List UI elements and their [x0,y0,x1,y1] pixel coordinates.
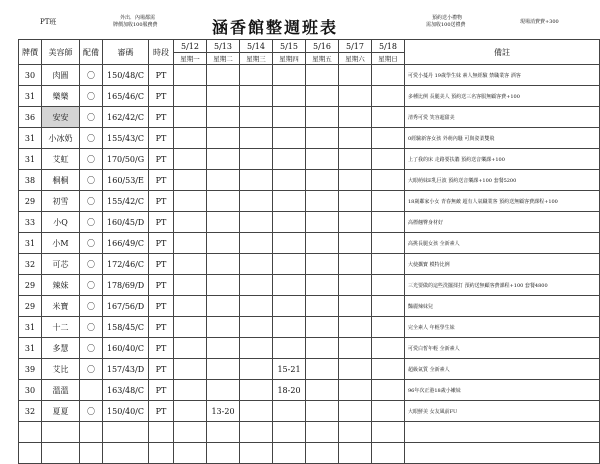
day-cell [273,128,306,149]
slot-cell: PT [149,359,174,380]
match-mark: 〇 [80,65,103,86]
day-cell [240,380,273,401]
day-cell [240,254,273,275]
day-cell [174,338,207,359]
day-cell [339,191,372,212]
day-cell [306,401,339,422]
slot-cell: PT [149,233,174,254]
empty-cell [372,422,405,443]
day-date-header: 5/12 [174,40,207,53]
table-row [19,233,600,254]
day-cell [174,359,207,380]
stylist-name: 多慧 [42,338,80,359]
day-cell [306,254,339,275]
day-cell [207,86,240,107]
day-cell [174,170,207,191]
day-cell [273,338,306,359]
match-mark: 〇 [80,233,103,254]
day-cell [240,275,273,296]
price-cell: 31 [19,86,42,107]
table-row [19,317,600,338]
day-cell [372,65,405,86]
day-cell [273,65,306,86]
day-cell [372,380,405,401]
day-date-header: 5/16 [306,40,339,53]
match-header: 配備 [80,40,103,65]
table-row [19,380,600,401]
day-cell [339,212,372,233]
day-cell: 15-21 [273,359,306,380]
slot-header: 時段 [149,40,174,65]
notes-header: 備註 [405,40,600,65]
day-cell [174,317,207,338]
note-cell: 大眼鮮美 女友風前FU [405,401,600,422]
day-cell [240,317,273,338]
day-cell [174,212,207,233]
day-cell [339,65,372,86]
day-cell [207,191,240,212]
weekday-header: 星期四 [273,53,306,65]
slot-cell: PT [149,338,174,359]
table-row [19,359,600,380]
day-date-header: 5/15 [273,40,306,53]
table-row [19,149,600,170]
note-cell: 大眼萌妹E乳巨波 預約送音樂課+100 套餐5200 [405,170,600,191]
code-cell: 172/46/C [103,254,149,275]
slot-cell: PT [149,149,174,170]
day-cell [372,191,405,212]
day-cell [372,401,405,422]
header-note-line1: 預約送小禮物 [432,15,463,21]
day-cell [207,296,240,317]
weekday-header: 星期一 [174,53,207,65]
day-date-header: 5/17 [339,40,372,53]
match-mark: 〇 [80,401,103,422]
stylist-name: 小M [42,233,80,254]
table-row [19,170,600,191]
note-cell: 多種比例 長腿美人 預約送三名客服無顧客費+100 [405,86,600,107]
day-date-header: 5/18 [372,40,405,53]
empty-cell [42,422,80,443]
code-cell: 160/45/D [103,212,149,233]
code-cell: 162/42/C [103,107,149,128]
slot-cell: PT [149,86,174,107]
stylist-name: 小Q [42,212,80,233]
slot-cell: PT [149,65,174,86]
code-cell: 155/43/C [103,128,149,149]
day-cell [240,338,273,359]
weekday-header: 星期六 [339,53,372,65]
day-cell [306,170,339,191]
day-cell [339,401,372,422]
code-cell: 167/56/D [103,296,149,317]
day-cell [207,254,240,275]
code-cell: 150/40/C [103,401,149,422]
empty-cell [19,422,42,443]
table-row [19,254,600,275]
note-cell: 大使攜寶 模特比例 [405,254,600,275]
empty-cell [19,443,42,464]
day-cell [207,338,240,359]
empty-row [19,422,600,443]
day-cell [174,296,207,317]
code-cell: 166/49/C [103,233,149,254]
day-cell [339,233,372,254]
code-cell: 158/45/C [103,317,149,338]
day-cell [273,86,306,107]
price-cell: 39 [19,359,42,380]
day-cell [306,86,339,107]
match-mark: 〇 [80,338,103,359]
stylist-name: 艾虹 [42,149,80,170]
note-cell: 超級氣質 全新素人 [405,359,600,380]
stylist-name: 桐桐 [42,170,80,191]
day-cell [240,65,273,86]
note-cell: 高標翹臀身材好 [405,212,600,233]
slot-cell: PT [149,212,174,233]
slot-cell: PT [149,380,174,401]
empty-cell [42,443,80,464]
day-cell [207,317,240,338]
empty-cell [405,443,600,464]
empty-cell [405,422,600,443]
day-cell [240,170,273,191]
day-cell [273,170,306,191]
day-cell [306,107,339,128]
table-row [19,338,600,359]
empty-cell [240,422,273,443]
day-cell [207,65,240,86]
day-date-header: 5/13 [207,40,240,53]
day-cell [339,380,372,401]
day-cell [273,275,306,296]
empty-cell [339,443,372,464]
price-cell: 31 [19,338,42,359]
note-cell: 可愛白皙年輕 全新素人 [405,338,600,359]
day-cell [207,212,240,233]
stylist-name: 初雪 [42,191,80,212]
stylist-name: 艾比 [42,359,80,380]
day-cell [207,233,240,254]
weekday-header: 星期五 [306,53,339,65]
empty-cell [273,443,306,464]
day-cell [372,170,405,191]
stylist-name: 夏夏 [42,401,80,422]
price-cell: 30 [19,65,42,86]
match-mark: 〇 [80,359,103,380]
day-cell [306,380,339,401]
stylist-header: 美容師 [42,40,80,65]
empty-cell [174,443,207,464]
code-cell: 163/48/C [103,380,149,401]
table-row [19,275,600,296]
price-cell: 36 [19,107,42,128]
day-cell [339,86,372,107]
slot-cell: PT [149,275,174,296]
table-row [19,296,600,317]
day-cell [240,128,273,149]
note-cell: 清秀可愛 笑容超甜美 [405,107,600,128]
code-header: 審碼 [103,40,149,65]
day-cell [174,254,207,275]
table-row [19,86,600,107]
weekday-header: 星期二 [207,53,240,65]
code-cell: 150/48/C [103,65,149,86]
day-cell [240,233,273,254]
price-cell: 31 [19,317,42,338]
code-cell: 165/46/C [103,86,149,107]
note-cell: 上了我的床 走路要扶牆 預約送音樂課+100 [405,149,600,170]
page-title: 涵香館整週班表 [212,18,339,37]
match-mark: 〇 [80,212,103,233]
weekday-header: 星期日 [372,53,405,65]
stylist-name: 溫溫 [42,380,80,401]
day-cell [372,212,405,233]
empty-cell [174,422,207,443]
day-cell [372,107,405,128]
match-mark: 〇 [80,275,103,296]
empty-cell [207,422,240,443]
day-cell [306,317,339,338]
table-row [19,128,600,149]
day-cell [372,233,405,254]
empty-cell [273,422,306,443]
match-mark [80,380,103,401]
stylist-name: 樂樂 [42,86,80,107]
slot-cell: PT [149,296,174,317]
header-sub-line1: 外出．內場都需 [120,15,156,21]
stylist-name: 可芯 [42,254,80,275]
table-row [19,65,600,86]
empty-cell [240,443,273,464]
day-cell [372,275,405,296]
day-cell [207,107,240,128]
day-cell [273,254,306,275]
slot-cell: PT [149,170,174,191]
day-cell [339,107,372,128]
sheet-header [0,0,600,40]
day-cell [372,128,405,149]
day-cell [306,338,339,359]
day-cell [339,296,372,317]
code-cell: 155/42/C [103,191,149,212]
empty-cell [103,443,149,464]
table-row [19,212,600,233]
stylist-name: 米寶 [42,296,80,317]
empty-cell [372,443,405,464]
day-cell [273,401,306,422]
stylist-name: 十二 [42,317,80,338]
empty-cell [149,443,174,464]
code-cell: 170/50/G [103,149,149,170]
note-cell: 0經驗新客女孩 外萌內騷 可與姿柔雙飛 [405,128,600,149]
day-cell [273,107,306,128]
day-cell [174,65,207,86]
day-cell [339,338,372,359]
code-cell: 160/40/C [103,338,149,359]
schedule-table [18,39,600,464]
match-mark: 〇 [80,317,103,338]
day-cell [174,401,207,422]
day-cell [240,107,273,128]
match-mark: 〇 [80,107,103,128]
empty-cell [80,443,103,464]
note-cell: 完全素人 年輕學生妹 [405,317,600,338]
header-sub-line2: 牌價加收100服務費 [113,22,158,28]
header-note-right: 現場消費費+300 [520,19,559,25]
code-cell: 160/53/E [103,170,149,191]
price-cell: 29 [19,296,42,317]
day-cell [372,149,405,170]
empty-row [19,443,600,464]
day-cell [372,86,405,107]
day-cell [273,233,306,254]
empty-cell [207,443,240,464]
price-cell: 30 [19,380,42,401]
slot-cell: PT [149,401,174,422]
day-cell [174,86,207,107]
day-cell [306,233,339,254]
day-cell [240,212,273,233]
match-mark: 〇 [80,128,103,149]
empty-cell [306,443,339,464]
match-mark: 〇 [80,149,103,170]
table-row [19,401,600,422]
day-cell [372,254,405,275]
day-cell [306,296,339,317]
day-cell [339,170,372,191]
price-cell: 38 [19,170,42,191]
day-cell [339,275,372,296]
day-cell [339,254,372,275]
day-cell [273,149,306,170]
day-cell: 13-20 [207,401,240,422]
day-cell [372,359,405,380]
day-cell [306,359,339,380]
price-cell: 31 [19,149,42,170]
stylist-name: 安安 [42,107,80,128]
day-cell [306,65,339,86]
header-note-line2: 需加收100送禮費 [426,22,466,28]
day-cell [372,317,405,338]
stylist-name: 肉圓 [42,65,80,86]
price-cell: 32 [19,254,42,275]
day-cell [372,338,405,359]
day-cell [174,149,207,170]
day-cell [207,149,240,170]
day-cell [240,149,273,170]
match-mark: 〇 [80,170,103,191]
day-cell [306,212,339,233]
match-mark: 〇 [80,296,103,317]
day-cell [306,149,339,170]
day-cell [207,380,240,401]
day-cell [240,359,273,380]
day-cell [339,149,372,170]
price-cell: 31 [19,233,42,254]
day-cell [207,128,240,149]
day-cell [207,170,240,191]
note-cell: 高挑長腿女孩 全新素人 [405,233,600,254]
day-cell [174,128,207,149]
empty-cell [80,422,103,443]
day-cell [207,359,240,380]
code-cell: 178/69/D [103,275,149,296]
day-cell [240,296,273,317]
day-cell [174,191,207,212]
day-cell [240,86,273,107]
day-cell [339,317,372,338]
day-date-header: 5/14 [240,40,273,53]
pt-label: PT班 [40,18,57,26]
day-cell [174,233,207,254]
price-cell: 29 [19,275,42,296]
day-cell [174,107,207,128]
empty-cell [339,422,372,443]
note-cell: 18歲鄰家小女 青春無敵 超有人氣職業客 預約送無顧客費課程+100 [405,191,600,212]
slot-cell: PT [149,317,174,338]
slot-cell: PT [149,128,174,149]
price-cell: 31 [19,128,42,149]
stylist-name: 小冰奶 [42,128,80,149]
note-cell: 豔麗辣妹兒 [405,296,600,317]
empty-cell [306,422,339,443]
code-cell: 157/43/D [103,359,149,380]
day-cell [174,380,207,401]
match-mark: 〇 [80,86,103,107]
match-mark: 〇 [80,254,103,275]
day-cell [306,275,339,296]
price-header: 牌價 [19,40,42,65]
slot-cell: PT [149,191,174,212]
day-cell [174,275,207,296]
day-cell [339,359,372,380]
price-cell: 32 [19,401,42,422]
note-cell: 可愛小蔓丹 19歲學生妹 素人無經驗 禁職業客 酒客 [405,65,600,86]
match-mark: 〇 [80,191,103,212]
table-row [19,191,600,212]
slot-cell: PT [149,254,174,275]
slot-cell: PT [149,107,174,128]
note-cell: 96年次正港18歲小嫩妹 [405,380,600,401]
price-cell: 29 [19,191,42,212]
day-cell [273,317,306,338]
day-cell [240,401,273,422]
day-cell [306,128,339,149]
day-cell [306,191,339,212]
day-cell [240,191,273,212]
stylist-name: 辣妹 [42,275,80,296]
empty-cell [149,422,174,443]
day-cell [273,212,306,233]
note-cell: 三光要做的這些洗擺揉打 預約送無顧客費課程+100 套餐4800 [405,275,600,296]
day-cell [273,191,306,212]
empty-cell [103,422,149,443]
price-cell: 33 [19,212,42,233]
day-cell: 18-20 [273,380,306,401]
day-cell [273,296,306,317]
day-cell [372,296,405,317]
table-row [19,107,600,128]
weekday-header: 星期三 [240,53,273,65]
day-cell [339,128,372,149]
day-cell [207,275,240,296]
